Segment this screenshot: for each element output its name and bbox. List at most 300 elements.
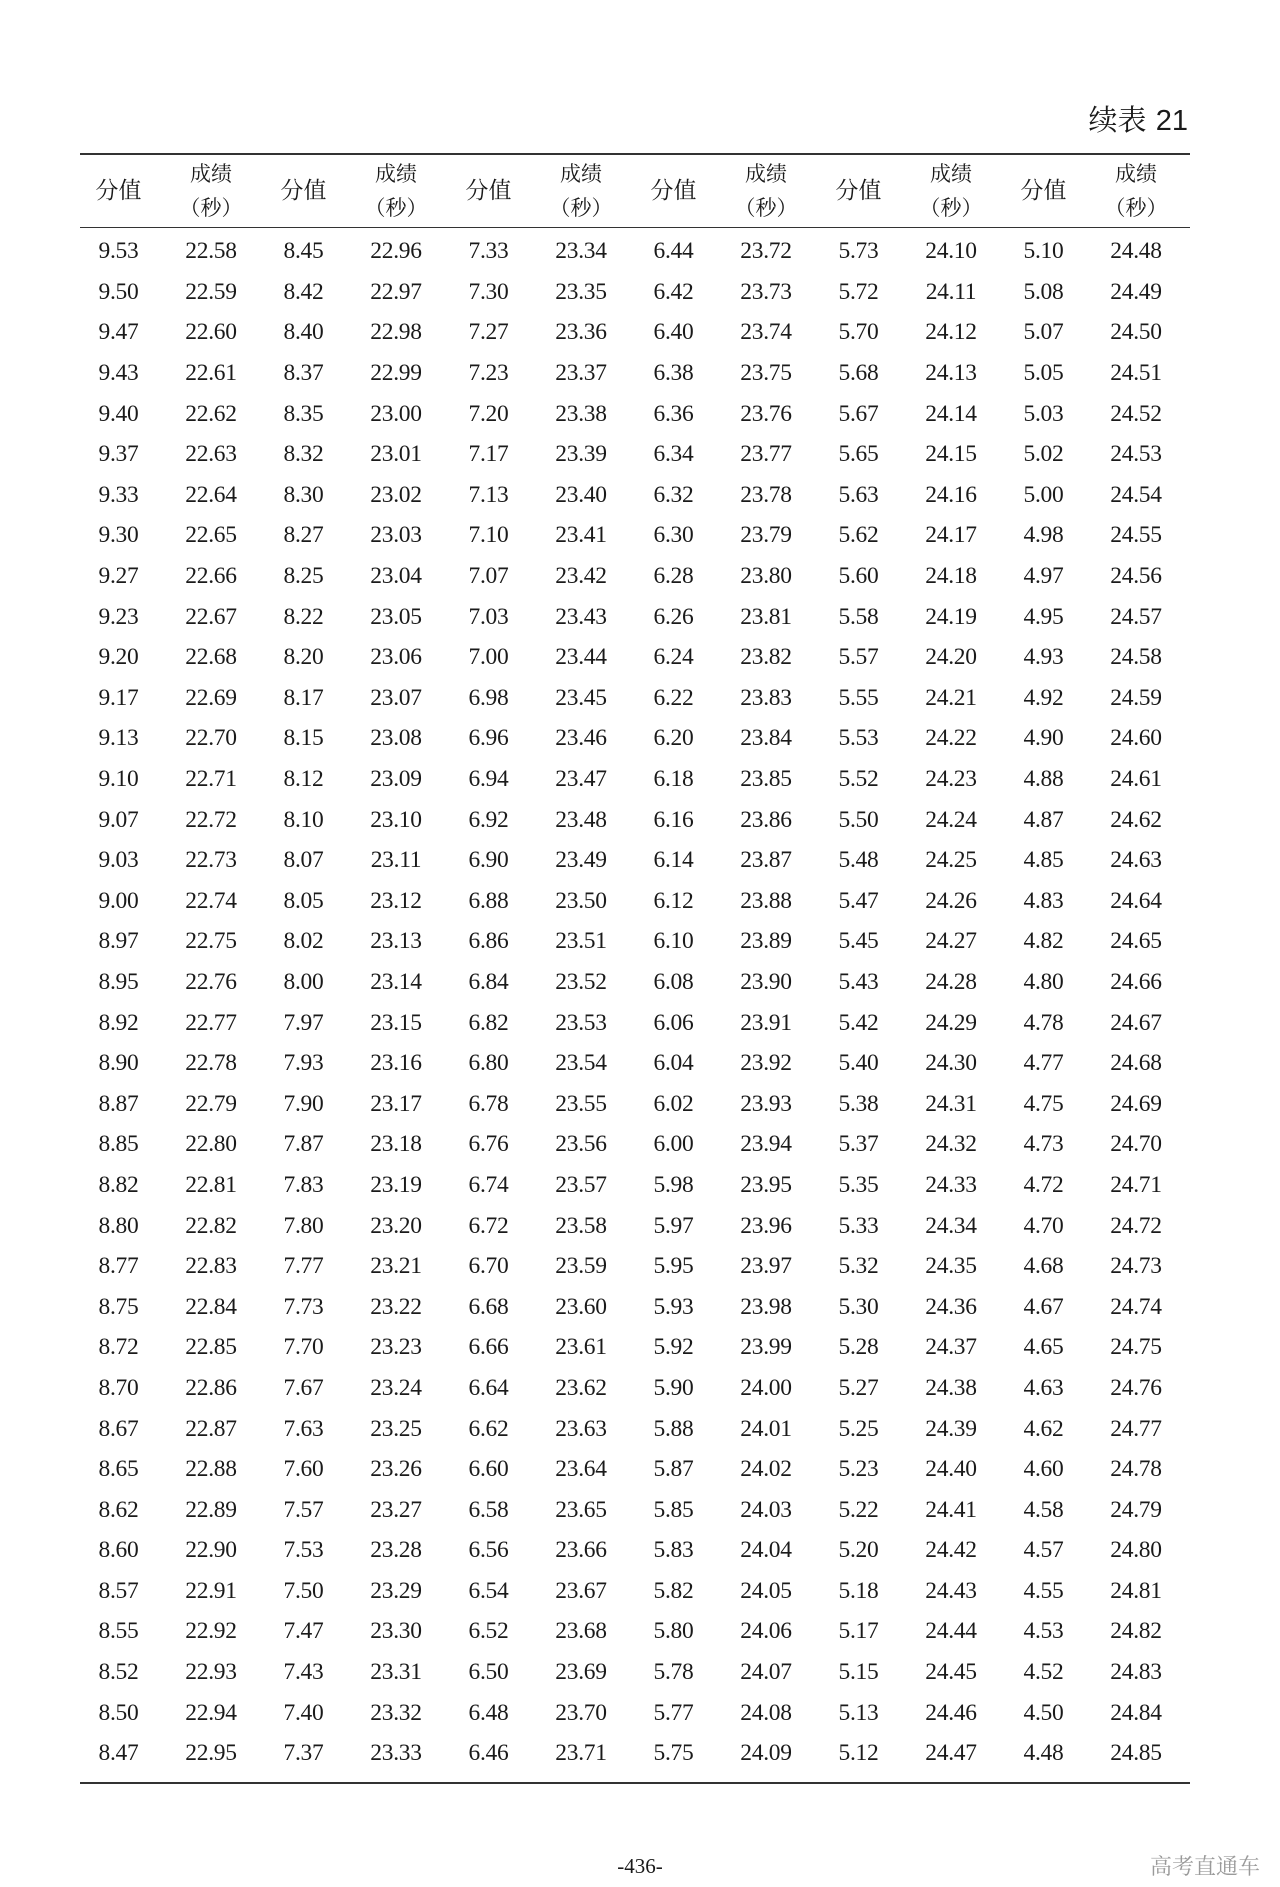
- score-cell: 4.83: [1023, 887, 1064, 914]
- result-cell: 23.84: [740, 725, 792, 752]
- score-cell: 7.10: [468, 522, 509, 549]
- header-result-label: 成绩: [745, 161, 787, 186]
- result-cell: 23.97: [740, 1253, 792, 1280]
- result-cell: 23.25: [370, 1415, 422, 1442]
- result-cell: 24.15: [925, 441, 977, 468]
- score-cell: 5.98: [653, 1171, 694, 1198]
- score-cell: 4.78: [1023, 1009, 1064, 1036]
- table-row: [80, 1409, 1190, 1450]
- result-cell: 24.60: [1110, 725, 1162, 752]
- result-cell: 23.03: [370, 522, 422, 549]
- result-cell: 22.79: [185, 1090, 237, 1117]
- score-cell: 5.85: [653, 1496, 694, 1523]
- score-cell: 6.98: [468, 684, 509, 711]
- result-cell: 22.72: [185, 806, 237, 833]
- header-result: [527, 154, 635, 227]
- score-cell: 6.42: [653, 278, 694, 305]
- table-row: [80, 881, 1190, 922]
- result-cell: 22.69: [185, 684, 237, 711]
- score-cell: 5.60: [838, 563, 879, 590]
- table-row: [80, 922, 1190, 963]
- result-cell: 24.10: [925, 238, 977, 265]
- score-cell: 8.52: [98, 1659, 139, 1686]
- score-cell: 6.58: [468, 1496, 509, 1523]
- score-cell: 6.28: [653, 563, 694, 590]
- score-cell: 6.12: [653, 887, 694, 914]
- result-cell: 23.18: [370, 1131, 422, 1158]
- result-cell: 24.61: [1110, 766, 1162, 793]
- result-cell: 23.89: [740, 928, 792, 955]
- result-cell: 23.59: [555, 1253, 607, 1280]
- result-cell: 24.69: [1110, 1090, 1162, 1117]
- result-cell: 22.90: [185, 1537, 237, 1564]
- score-cell: 7.00: [468, 644, 509, 671]
- table-row: [80, 1328, 1190, 1369]
- result-cell: 24.42: [925, 1537, 977, 1564]
- score-cell: 4.73: [1023, 1131, 1064, 1158]
- result-cell: 23.86: [740, 806, 792, 833]
- score-cell: 8.50: [98, 1699, 139, 1726]
- score-cell: 5.12: [838, 1740, 879, 1767]
- score-cell: 6.64: [468, 1374, 509, 1401]
- score-cell: 6.40: [653, 319, 694, 346]
- score-cell: 5.53: [838, 725, 879, 752]
- result-cell: 23.32: [370, 1699, 422, 1726]
- score-cell: 5.58: [838, 603, 879, 630]
- result-cell: 24.64: [1110, 887, 1162, 914]
- score-cell: 6.46: [468, 1740, 509, 1767]
- score-cell: 7.50: [283, 1577, 324, 1604]
- score-cell: 6.66: [468, 1334, 509, 1361]
- score-cell: 5.92: [653, 1334, 694, 1361]
- score-cell: 4.63: [1023, 1374, 1064, 1401]
- result-cell: 23.02: [370, 481, 422, 508]
- score-cell: 7.47: [283, 1618, 324, 1645]
- header-result-label: 成绩: [375, 161, 417, 186]
- result-cell: 22.92: [185, 1618, 237, 1645]
- score-cell: 8.07: [283, 847, 324, 874]
- score-cell: 6.14: [653, 847, 694, 874]
- result-cell: 24.29: [925, 1009, 977, 1036]
- result-cell: 24.79: [1110, 1496, 1162, 1523]
- header-row: [80, 154, 1190, 227]
- table-row: [80, 1246, 1190, 1287]
- result-cell: 24.02: [740, 1456, 792, 1483]
- score-cell: 5.37: [838, 1131, 879, 1158]
- score-cell: 6.88: [468, 887, 509, 914]
- score-cell: 9.40: [98, 400, 139, 427]
- score-cell: 5.13: [838, 1699, 879, 1726]
- score-cell: 4.85: [1023, 847, 1064, 874]
- result-cell: 22.58: [185, 238, 237, 265]
- result-cell: 23.46: [555, 725, 607, 752]
- score-cell: 6.26: [653, 603, 694, 630]
- score-cell: 6.52: [468, 1618, 509, 1645]
- result-cell: 24.13: [925, 360, 977, 387]
- score-cell: 5.42: [838, 1009, 879, 1036]
- score-cell: 5.95: [653, 1253, 694, 1280]
- score-cell: 5.05: [1023, 360, 1064, 387]
- result-cell: 23.56: [555, 1131, 607, 1158]
- score-cell: 8.32: [283, 441, 324, 468]
- result-cell: 23.75: [740, 360, 792, 387]
- result-cell: 23.33: [370, 1740, 422, 1767]
- result-cell: 24.84: [1110, 1699, 1162, 1726]
- score-cell: 8.22: [283, 603, 324, 630]
- result-cell: 24.22: [925, 725, 977, 752]
- score-cell: 7.80: [283, 1212, 324, 1239]
- score-cell: 6.22: [653, 684, 694, 711]
- result-cell: 24.76: [1110, 1374, 1162, 1401]
- header-result-unit: （秒）: [1104, 195, 1168, 220]
- score-cell: 8.15: [283, 725, 324, 752]
- result-cell: 24.80: [1110, 1537, 1162, 1564]
- result-cell: 23.28: [370, 1537, 422, 1564]
- header-result: [712, 154, 820, 227]
- result-cell: 24.40: [925, 1456, 977, 1483]
- score-cell: 9.47: [98, 319, 139, 346]
- score-cell: 4.93: [1023, 644, 1064, 671]
- score-cell: 6.38: [653, 360, 694, 387]
- header-result-unit: （秒）: [549, 195, 613, 220]
- result-cell: 23.06: [370, 644, 422, 671]
- score-cell: 6.48: [468, 1699, 509, 1726]
- result-cell: 24.65: [1110, 928, 1162, 955]
- score-cell: 5.63: [838, 481, 879, 508]
- score-cell: 6.60: [468, 1456, 509, 1483]
- score-cell: 6.96: [468, 725, 509, 752]
- result-cell: 23.05: [370, 603, 422, 630]
- score-cell: 6.10: [653, 928, 694, 955]
- result-cell: 24.57: [1110, 603, 1162, 630]
- score-cell: 5.83: [653, 1537, 694, 1564]
- score-cell: 4.98: [1023, 522, 1064, 549]
- score-cell: 8.75: [98, 1293, 139, 1320]
- score-cell: 6.84: [468, 968, 509, 995]
- result-cell: 24.27: [925, 928, 977, 955]
- score-cell: 4.75: [1023, 1090, 1064, 1117]
- table-row: [80, 840, 1190, 881]
- score-cell: 7.30: [468, 278, 509, 305]
- result-cell: 24.63: [1110, 847, 1162, 874]
- score-cell: 5.10: [1023, 238, 1064, 265]
- result-cell: 22.65: [185, 522, 237, 549]
- score-cell: 5.65: [838, 441, 879, 468]
- score-cell: 9.30: [98, 522, 139, 549]
- score-cell: 4.52: [1023, 1659, 1064, 1686]
- header-score: 分值: [465, 177, 512, 204]
- result-cell: 24.12: [925, 319, 977, 346]
- result-cell: 24.82: [1110, 1618, 1162, 1645]
- result-cell: 23.19: [370, 1171, 422, 1198]
- caption-label: 续表: [1088, 103, 1147, 137]
- result-cell: 23.15: [370, 1009, 422, 1036]
- result-cell: 24.44: [925, 1618, 977, 1645]
- score-cell: 5.62: [838, 522, 879, 549]
- score-cell: 9.37: [98, 441, 139, 468]
- table-row: [80, 1449, 1190, 1490]
- score-cell: 5.22: [838, 1496, 879, 1523]
- score-cell: 8.60: [98, 1537, 139, 1564]
- score-cell: 6.20: [653, 725, 694, 752]
- result-cell: 24.77: [1110, 1415, 1162, 1442]
- result-cell: 24.17: [925, 522, 977, 549]
- table-caption: [1089, 98, 1189, 139]
- result-cell: 22.66: [185, 563, 237, 590]
- result-cell: 24.37: [925, 1334, 977, 1361]
- score-cell: 6.72: [468, 1212, 509, 1239]
- result-cell: 22.87: [185, 1415, 237, 1442]
- result-cell: 23.70: [555, 1699, 607, 1726]
- header-result: [897, 154, 1005, 227]
- score-cell: 5.30: [838, 1293, 879, 1320]
- score-cell: 6.36: [653, 400, 694, 427]
- score-cell: 8.02: [283, 928, 324, 955]
- result-cell: 24.52: [1110, 400, 1162, 427]
- score-cell: 5.35: [838, 1171, 879, 1198]
- score-cell: 8.65: [98, 1456, 139, 1483]
- score-cell: 8.37: [283, 360, 324, 387]
- result-cell: 24.35: [925, 1253, 977, 1280]
- result-cell: 23.55: [555, 1090, 607, 1117]
- result-cell: 22.91: [185, 1577, 237, 1604]
- result-cell: 23.14: [370, 968, 422, 995]
- result-cell: 24.81: [1110, 1577, 1162, 1604]
- result-cell: 24.55: [1110, 522, 1162, 549]
- result-cell: 23.57: [555, 1171, 607, 1198]
- score-cell: 7.57: [283, 1496, 324, 1523]
- result-cell: 24.48: [1110, 238, 1162, 265]
- score-cell: 9.23: [98, 603, 139, 630]
- result-cell: 23.07: [370, 684, 422, 711]
- score-cell: 4.67: [1023, 1293, 1064, 1320]
- score-cell: 5.20: [838, 1537, 879, 1564]
- score-cell: 4.58: [1023, 1496, 1064, 1523]
- score-cell: 5.82: [653, 1577, 694, 1604]
- score-cell: 7.33: [468, 238, 509, 265]
- result-cell: 23.92: [740, 1050, 792, 1077]
- result-cell: 23.69: [555, 1659, 607, 1686]
- score-cell: 4.90: [1023, 725, 1064, 752]
- score-cell: 5.72: [838, 278, 879, 305]
- result-cell: 24.45: [925, 1659, 977, 1686]
- score-cell: 8.87: [98, 1090, 139, 1117]
- result-cell: 22.94: [185, 1699, 237, 1726]
- score-cell: 8.90: [98, 1050, 139, 1077]
- result-cell: 24.47: [925, 1740, 977, 1767]
- score-cell: 4.55: [1023, 1577, 1064, 1604]
- result-cell: 23.00: [370, 400, 422, 427]
- watermark: 高考直通车: [1149, 1855, 1260, 1880]
- result-cell: 23.12: [370, 887, 422, 914]
- result-cell: 24.03: [740, 1496, 792, 1523]
- header-score: 分值: [1020, 177, 1067, 204]
- score-cell: 5.47: [838, 887, 879, 914]
- score-cell: 6.24: [653, 644, 694, 671]
- score-cell: 6.18: [653, 766, 694, 793]
- table-row: [80, 1490, 1190, 1531]
- score-cell: 8.57: [98, 1577, 139, 1604]
- result-cell: 22.74: [185, 887, 237, 914]
- score-cell: 4.68: [1023, 1253, 1064, 1280]
- result-cell: 23.96: [740, 1212, 792, 1239]
- score-cell: 5.57: [838, 644, 879, 671]
- result-cell: 22.85: [185, 1334, 237, 1361]
- score-cell: 5.03: [1023, 400, 1064, 427]
- score-cell: 4.48: [1023, 1740, 1064, 1767]
- result-cell: 23.40: [555, 481, 607, 508]
- score-cell: 7.40: [283, 1699, 324, 1726]
- score-cell: 4.60: [1023, 1456, 1064, 1483]
- score-cell: 5.97: [653, 1212, 694, 1239]
- result-cell: 23.88: [740, 887, 792, 914]
- result-cell: 24.38: [925, 1374, 977, 1401]
- result-cell: 24.53: [1110, 441, 1162, 468]
- result-cell: 23.01: [370, 441, 422, 468]
- score-cell: 8.40: [283, 319, 324, 346]
- score-cell: 9.07: [98, 806, 139, 833]
- score-cell: 9.17: [98, 684, 139, 711]
- score-cell: 6.34: [653, 441, 694, 468]
- table-row: [80, 1287, 1190, 1328]
- score-cell: 6.50: [468, 1659, 509, 1686]
- table-row: [80, 678, 1190, 719]
- header-result: [157, 154, 265, 227]
- table-row: [80, 962, 1190, 1003]
- score-cell: 5.75: [653, 1740, 694, 1767]
- header-result-label: 成绩: [560, 161, 602, 186]
- result-cell: 23.45: [555, 684, 607, 711]
- score-cell: 6.92: [468, 806, 509, 833]
- score-cell: 7.27: [468, 319, 509, 346]
- score-cell: 7.43: [283, 1659, 324, 1686]
- table-row: [80, 272, 1190, 313]
- result-cell: 23.66: [555, 1537, 607, 1564]
- score-cell: 6.70: [468, 1253, 509, 1280]
- header-score: 分值: [280, 177, 327, 204]
- result-cell: 24.28: [925, 968, 977, 995]
- table-row: [80, 1043, 1190, 1084]
- score-cell: 5.90: [653, 1374, 694, 1401]
- table-row: [80, 800, 1190, 841]
- result-cell: 24.51: [1110, 360, 1162, 387]
- result-cell: 22.95: [185, 1740, 237, 1767]
- score-cell: 4.88: [1023, 766, 1064, 793]
- result-cell: 23.65: [555, 1496, 607, 1523]
- result-cell: 24.30: [925, 1050, 977, 1077]
- score-cell: 8.72: [98, 1334, 139, 1361]
- score-cell: 6.90: [468, 847, 509, 874]
- result-cell: 22.78: [185, 1050, 237, 1077]
- score-cell: 5.02: [1023, 441, 1064, 468]
- score-cell: 7.87: [283, 1131, 324, 1158]
- header-result-unit: （秒）: [179, 195, 243, 220]
- result-cell: 23.31: [370, 1659, 422, 1686]
- result-cell: 24.04: [740, 1537, 792, 1564]
- result-cell: 22.98: [370, 319, 422, 346]
- score-cell: 4.87: [1023, 806, 1064, 833]
- score-cell: 8.20: [283, 644, 324, 671]
- result-cell: 23.41: [555, 522, 607, 549]
- score-cell: 7.93: [283, 1050, 324, 1077]
- score-cell: 5.00: [1023, 481, 1064, 508]
- result-cell: 24.58: [1110, 644, 1162, 671]
- score-cell: 6.74: [468, 1171, 509, 1198]
- result-cell: 23.48: [555, 806, 607, 833]
- result-cell: 23.62: [555, 1374, 607, 1401]
- score-cell: 5.70: [838, 319, 879, 346]
- score-cell: 5.07: [1023, 319, 1064, 346]
- score-cell: 5.17: [838, 1618, 879, 1645]
- score-cell: 7.83: [283, 1171, 324, 1198]
- result-cell: 22.61: [185, 360, 237, 387]
- result-cell: 23.22: [370, 1293, 422, 1320]
- result-cell: 23.82: [740, 644, 792, 671]
- result-cell: 24.43: [925, 1577, 977, 1604]
- score-cell: 6.32: [653, 481, 694, 508]
- result-cell: 24.34: [925, 1212, 977, 1239]
- result-cell: 24.20: [925, 644, 977, 671]
- score-cell: 5.43: [838, 968, 879, 995]
- score-cell: 7.53: [283, 1537, 324, 1564]
- score-cell: 5.48: [838, 847, 879, 874]
- result-cell: 24.85: [1110, 1740, 1162, 1767]
- result-cell: 24.59: [1110, 684, 1162, 711]
- result-cell: 23.77: [740, 441, 792, 468]
- result-cell: 22.71: [185, 766, 237, 793]
- result-cell: 22.70: [185, 725, 237, 752]
- score-cell: 8.17: [283, 684, 324, 711]
- result-cell: 24.25: [925, 847, 977, 874]
- result-cell: 22.73: [185, 847, 237, 874]
- score-cell: 8.45: [283, 238, 324, 265]
- result-cell: 22.76: [185, 968, 237, 995]
- header-result-label: 成绩: [190, 161, 232, 186]
- table-row: [80, 353, 1190, 394]
- table-row: [80, 475, 1190, 516]
- result-cell: 23.78: [740, 481, 792, 508]
- result-cell: 22.83: [185, 1253, 237, 1280]
- header-score: 分值: [835, 177, 882, 204]
- score-cell: 9.20: [98, 644, 139, 671]
- score-cell: 8.62: [98, 1496, 139, 1523]
- table-row: [80, 556, 1190, 597]
- result-cell: 23.30: [370, 1618, 422, 1645]
- header-result-unit: （秒）: [364, 195, 428, 220]
- header-result-label: 成绩: [1115, 161, 1157, 186]
- score-cell: 5.38: [838, 1090, 879, 1117]
- result-cell: 23.11: [370, 847, 422, 874]
- result-cell: 24.41: [925, 1496, 977, 1523]
- score-cell: 5.32: [838, 1253, 879, 1280]
- table-row: [80, 394, 1190, 435]
- score-cell: 9.13: [98, 725, 139, 752]
- score-cell: 7.13: [468, 481, 509, 508]
- score-cell: 9.50: [98, 278, 139, 305]
- score-cell: 5.27: [838, 1374, 879, 1401]
- result-cell: 22.75: [185, 928, 237, 955]
- score-cell: 6.86: [468, 928, 509, 955]
- result-cell: 23.21: [370, 1253, 422, 1280]
- result-cell: 23.34: [555, 238, 607, 265]
- result-cell: 23.24: [370, 1374, 422, 1401]
- score-cell: 7.17: [468, 441, 509, 468]
- result-cell: 23.04: [370, 563, 422, 590]
- result-cell: 23.76: [740, 400, 792, 427]
- score-cell: 8.05: [283, 887, 324, 914]
- score-cell: 5.23: [838, 1456, 879, 1483]
- result-cell: 23.29: [370, 1577, 422, 1604]
